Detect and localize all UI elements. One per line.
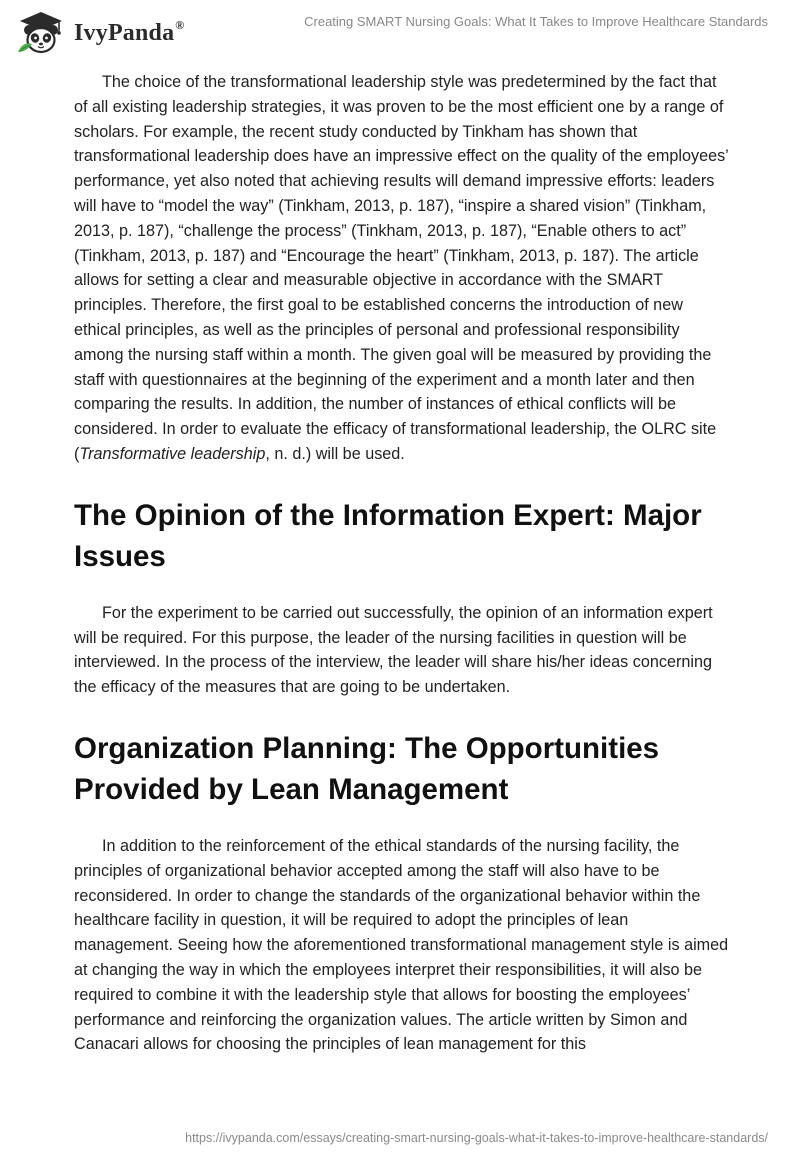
ivypanda-logo[interactable] bbox=[14, 8, 184, 56]
registered-mark: ® bbox=[175, 17, 185, 32]
paragraph-lean-management: In addition to the reinforcement of the ethical standards of the nursing facility, the principles of organizational behavior accepted among the staff will also have to be reconsidered. In order to change the standards of the organizational behavior within the healthcare facility in question, it will be required to adopt the principles of lean management. Seeing how the aforementioned transformational management style is aimed at changing the way in which the employees interpret their responsibilities, it will also be required to combine it with the leadership style that allows for boosting the employees’ performance and reinforcing the organization values. The article written by Simon and Canacari allows for choosing the principles of lean management for this bbox=[74, 836, 729, 1054]
panda-logo-icon bbox=[14, 8, 68, 56]
document-title: Creating SMART Nursing Goals: What It Takes to Improve Healthcare Standards bbox=[304, 14, 768, 29]
footer-url[interactable]: https://ivypanda.com/essays/creating-smart-nursing-goals-what-it-takes-to-improve-healthcare-standards/ bbox=[185, 1131, 768, 1145]
paragraph-text-end: , n. d.) will be used. bbox=[265, 444, 405, 463]
logo-text: IvyPanda bbox=[74, 19, 175, 46]
logo-wordmark bbox=[74, 17, 185, 47]
paragraph-transformational-leadership bbox=[74, 70, 730, 467]
essay-content bbox=[74, 70, 730, 1057]
paragraph-text: The choice of the transformational leadership style was predetermined by the fact that of all existing leadership strategies, it was proven to be the most efficient one by a range of scholars. For example, the recent study conducted by Tinkham has shown that transformational leadership does have an impressive effect on the quality of the employees’ performance, yet also noted that achieving results will demand impressive efforts: leaders will have to “model the way” (Tinkham, 2013, p. 187), “inspire a shared vision” (Tinkham, 2013, p. 187), “challenge the process” (Tinkham, 2013, p. 187), “Enable others to act” (Tinkham, 2013, p. 187) and “Encourage the heart” (Tinkham, 2013, p. 187). The article allows for setting a clear and measurable objective in accordance with the SMART principles. Therefore, the first goal to be established concerns the introduction of new ethical principles, as well as the principles of personal and professional responsibility among the nursing staff within a month. The given goal will be measured by providing the staff with questionnaires at the beginning of the experiment and a month later and then comparing the results. In addition, the number of instances of ethical conflicts will be considered. In order to evaluate the efficacy of transformational leadership, the OLRC site ( bbox=[74, 73, 729, 463]
section-heading-organization-planning: Organization Planning: The Opportunities Provided by Lean Management bbox=[74, 731, 660, 806]
page-header bbox=[0, 0, 800, 60]
italic-source-title: Transformative leadership bbox=[79, 444, 266, 463]
section-heading-information-expert: The Opinion of the Information Expert: Major Issues bbox=[74, 498, 702, 573]
paragraph-information-expert: For the experiment to be carried out successfully, the opinion of an information expert will be required. For this purpose, the leader of the nursing facilities in question will be interviewed. In the process of the interview, the leader will share his/her ideas concerning the efficacy of the measures that are going to be undertaken. bbox=[74, 603, 713, 697]
